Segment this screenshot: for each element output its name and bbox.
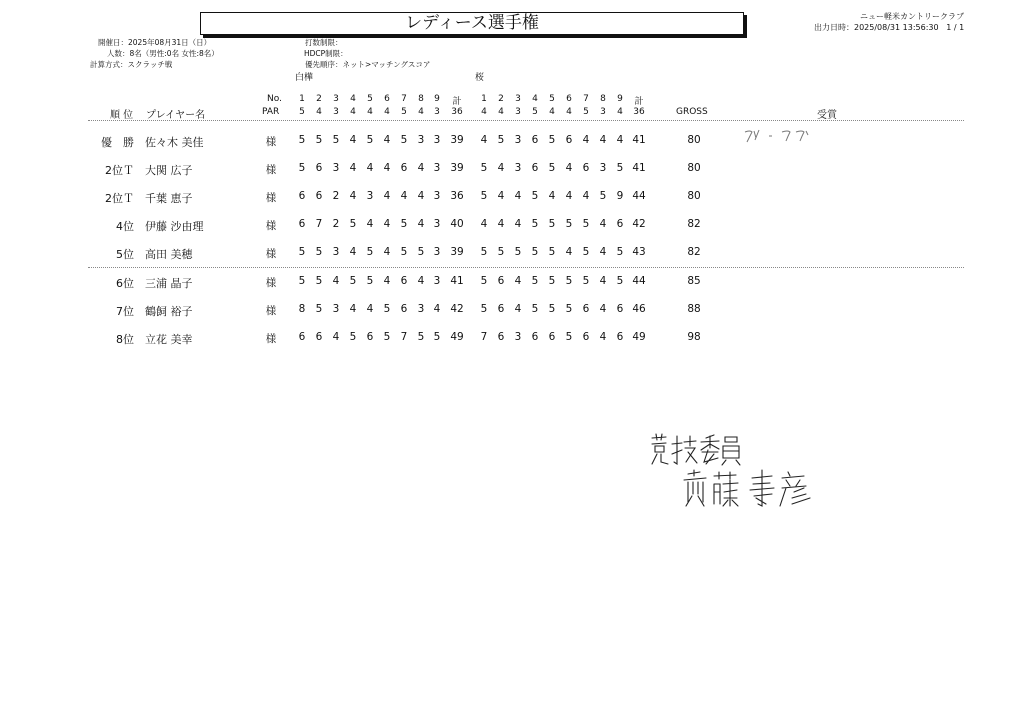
meta-method-label: 計算方式：	[90, 60, 128, 69]
meta-hdcp-limit	[304, 48, 348, 59]
player-honorific: 様	[265, 333, 277, 345]
par-out-value: 4	[350, 107, 356, 117]
score-out: 8	[298, 303, 306, 315]
score-in: 4	[497, 218, 505, 230]
score-out: 6	[315, 162, 323, 174]
score-in: 6	[616, 218, 624, 230]
score-in: 4	[565, 246, 573, 258]
score-gross: 85	[687, 275, 701, 287]
par-out-value: 3	[333, 107, 339, 117]
par-in-value: 5	[532, 107, 538, 117]
hole-number-out: 1	[299, 94, 305, 104]
score-out: 5	[383, 303, 391, 315]
score-out: 4	[366, 162, 374, 174]
score-in: 6	[565, 134, 573, 146]
score-in: 6	[531, 331, 539, 343]
meta-hdcp-limit-label: HDCP制限：	[304, 49, 348, 58]
score-gross: 88	[687, 303, 701, 315]
score-in: 5	[531, 246, 539, 258]
score-in: 4	[582, 134, 590, 146]
score-gross: 80	[687, 190, 701, 202]
score-in: 5	[480, 162, 488, 174]
player-rank: 2位Ｔ	[105, 164, 134, 177]
score-out: 5	[315, 246, 323, 258]
hole-number-in: 9	[617, 94, 623, 104]
meta-priority-value: ネット>マッチングスコア	[342, 60, 431, 69]
score-out: 5	[400, 218, 408, 230]
score-out: 4	[349, 303, 357, 315]
score-in: 4	[599, 246, 607, 258]
score-in: 4	[599, 303, 607, 315]
score-in: 5	[565, 218, 573, 230]
score-in: 5	[616, 275, 624, 287]
header-divider	[88, 120, 964, 121]
score-out: 5	[315, 134, 323, 146]
player-honorific: 様	[265, 220, 277, 232]
score-out: 5	[332, 134, 340, 146]
score-out: 4	[417, 162, 425, 174]
section-divider	[88, 267, 964, 268]
hole-number-in: 2	[498, 94, 504, 104]
hole-number-out: 7	[401, 94, 407, 104]
score-in-total: 44	[632, 275, 646, 287]
score-out-total: 39	[450, 162, 464, 174]
score-in: 4	[565, 190, 573, 202]
header-name: プレイヤー名	[146, 110, 206, 121]
header-gross: GROSS	[676, 107, 708, 117]
score-out-total: 49	[450, 331, 464, 343]
score-out: 6	[298, 331, 306, 343]
score-out: 4	[433, 303, 441, 315]
meta-priority	[305, 59, 430, 70]
output-timestamp	[814, 22, 964, 33]
par-out-value: 5	[299, 107, 305, 117]
player-name: 千葉 恵子	[145, 192, 193, 205]
score-in: 4	[599, 218, 607, 230]
hole-number-out: 8	[418, 94, 424, 104]
par-out-value: 4	[316, 107, 322, 117]
par-in-value: 4	[498, 107, 504, 117]
score-gross: 80	[687, 162, 701, 174]
par-in-value: 3	[515, 107, 521, 117]
player-rank: 4位	[116, 220, 134, 233]
score-in: 3	[599, 162, 607, 174]
score-in-total: 41	[632, 134, 646, 146]
player-name: 佐々木 美佳	[145, 136, 204, 149]
score-out: 4	[383, 190, 391, 202]
score-in: 5	[548, 275, 556, 287]
score-in: 5	[616, 162, 624, 174]
meta-date-value: 2025年08月31日（日）	[128, 38, 212, 47]
score-in: 6	[497, 331, 505, 343]
score-in: 3	[514, 134, 522, 146]
score-in: 5	[480, 303, 488, 315]
score-out: 5	[315, 275, 323, 287]
player-rank: 5位	[116, 248, 134, 261]
score-out: 4	[383, 275, 391, 287]
score-in: 4	[565, 162, 573, 174]
par-in-value: 4	[481, 107, 487, 117]
score-out: 4	[366, 218, 374, 230]
score-in: 4	[514, 218, 522, 230]
score-out: 5	[298, 162, 306, 174]
score-out: 6	[298, 190, 306, 202]
score-out: 3	[433, 218, 441, 230]
score-out: 4	[349, 190, 357, 202]
hole-number-out: 4	[350, 94, 356, 104]
par-out-value: 4	[367, 107, 373, 117]
score-out: 3	[433, 162, 441, 174]
handwritten-note	[742, 126, 818, 146]
score-in: 5	[582, 246, 590, 258]
meta-priority-label: 優先順序：	[305, 60, 343, 69]
score-in: 5	[497, 134, 505, 146]
score-in: 6	[531, 162, 539, 174]
score-out: 5	[349, 275, 357, 287]
score-gross: 80	[687, 134, 701, 146]
meta-method	[90, 59, 172, 70]
score-in: 4	[497, 162, 505, 174]
player-rank: 7位	[116, 305, 134, 318]
player-honorific: 様	[265, 192, 277, 204]
score-out: 4	[332, 331, 340, 343]
score-out: 6	[315, 190, 323, 202]
score-in: 3	[514, 331, 522, 343]
score-in: 5	[531, 218, 539, 230]
score-in: 4	[497, 190, 505, 202]
score-in: 6	[616, 331, 624, 343]
header-par: PAR	[262, 107, 280, 117]
committee-signature	[648, 432, 818, 510]
score-out: 2	[332, 190, 340, 202]
meta-stroke-limit	[305, 37, 343, 48]
player-honorific: 様	[265, 277, 277, 289]
score-out: 3	[366, 190, 374, 202]
score-out: 6	[315, 331, 323, 343]
hole-number-in: 4	[532, 94, 538, 104]
score-out: 5	[417, 246, 425, 258]
par-in-total: 36	[633, 107, 645, 117]
score-out: 3	[433, 275, 441, 287]
score-in-total: 42	[632, 218, 646, 230]
score-in: 4	[480, 218, 488, 230]
player-honorific: 様	[265, 305, 277, 317]
score-out: 5	[400, 134, 408, 146]
score-gross: 82	[687, 218, 701, 230]
score-in: 5	[616, 246, 624, 258]
score-out: 4	[400, 190, 408, 202]
document-title	[200, 12, 744, 35]
score-out: 6	[400, 275, 408, 287]
score-in: 6	[582, 162, 590, 174]
score-out: 5	[349, 218, 357, 230]
header-out-total: 計	[452, 97, 462, 107]
score-out: 5	[366, 134, 374, 146]
score-out: 6	[366, 331, 374, 343]
player-name: 立花 美幸	[145, 333, 193, 346]
club-name: ニュー軽米カントリークラブ	[860, 12, 964, 21]
score-out-total: 42	[450, 303, 464, 315]
score-out: 4	[417, 190, 425, 202]
meta-people	[107, 48, 219, 59]
hole-number-out: 6	[384, 94, 390, 104]
score-in: 4	[480, 134, 488, 146]
par-out-value: 3	[434, 107, 440, 117]
score-in-total: 43	[632, 246, 646, 258]
score-out: 4	[349, 162, 357, 174]
score-out: 4	[383, 162, 391, 174]
hole-number-in: 8	[600, 94, 606, 104]
score-in: 4	[514, 190, 522, 202]
hole-number-out: 9	[434, 94, 440, 104]
score-in: 5	[480, 275, 488, 287]
player-rank: 6位	[116, 277, 134, 290]
score-out: 5	[433, 331, 441, 343]
score-in: 5	[548, 218, 556, 230]
score-in: 4	[548, 190, 556, 202]
score-out: 5	[298, 134, 306, 146]
player-rank: 8位	[116, 333, 134, 346]
score-in: 5	[565, 331, 573, 343]
score-in: 4	[582, 190, 590, 202]
course-out-name: 白樺	[295, 73, 314, 83]
score-out: 3	[332, 303, 340, 315]
score-in: 3	[514, 162, 522, 174]
score-in: 4	[514, 303, 522, 315]
score-out: 5	[315, 303, 323, 315]
score-out: 7	[400, 331, 408, 343]
score-gross: 98	[687, 331, 701, 343]
hole-number-in: 3	[515, 94, 521, 104]
score-out: 5	[366, 275, 374, 287]
score-out: 4	[383, 246, 391, 258]
player-rank: 2位Ｔ	[105, 192, 134, 205]
score-out: 2	[332, 218, 340, 230]
score-out: 4	[383, 218, 391, 230]
par-out-value: 5	[401, 107, 407, 117]
score-in-total: 44	[632, 190, 646, 202]
player-name: 三浦 晶子	[145, 277, 193, 290]
par-in-value: 4	[549, 107, 555, 117]
header-in-total: 計	[634, 97, 644, 107]
score-in: 5	[531, 190, 539, 202]
score-in: 6	[616, 303, 624, 315]
score-in: 5	[514, 246, 522, 258]
score-out: 4	[349, 246, 357, 258]
score-in: 6	[582, 303, 590, 315]
score-out: 7	[315, 218, 323, 230]
score-in: 5	[582, 275, 590, 287]
par-out-value: 4	[418, 107, 424, 117]
score-out: 5	[383, 331, 391, 343]
score-in: 5	[582, 218, 590, 230]
score-out-total: 39	[450, 134, 464, 146]
course-in-name: 桜	[475, 73, 485, 83]
meta-date-label: 開催日：	[98, 38, 128, 47]
score-in: 6	[497, 275, 505, 287]
score-out: 3	[332, 246, 340, 258]
score-in: 5	[497, 246, 505, 258]
hole-number-in: 1	[481, 94, 487, 104]
meta-people-label: 人数：	[107, 49, 130, 58]
title-text: レディース選手権	[405, 13, 539, 33]
score-out: 5	[417, 331, 425, 343]
player-name: 鶴飼 裕子	[145, 305, 193, 318]
hole-number-in: 7	[583, 94, 589, 104]
score-in: 9	[616, 190, 624, 202]
score-out: 5	[366, 246, 374, 258]
player-name: 伊藤 沙由理	[145, 220, 204, 233]
score-in: 6	[548, 331, 556, 343]
header-rank: 順 位	[110, 110, 134, 121]
score-in: 6	[531, 134, 539, 146]
score-out: 4	[417, 275, 425, 287]
score-in: 5	[548, 134, 556, 146]
meta-people-value: 8名（男性:0名 女性:8名）	[129, 49, 219, 58]
score-out: 4	[366, 303, 374, 315]
score-out-total: 36	[450, 190, 464, 202]
score-in: 5	[548, 246, 556, 258]
score-out: 4	[417, 218, 425, 230]
score-out: 4	[383, 134, 391, 146]
par-out-value: 4	[384, 107, 390, 117]
score-in: 5	[599, 190, 607, 202]
score-in: 5	[531, 303, 539, 315]
score-in: 4	[514, 275, 522, 287]
score-out: 3	[417, 134, 425, 146]
hole-number-in: 5	[549, 94, 555, 104]
header-no: No.	[267, 94, 282, 104]
score-in: 4	[599, 134, 607, 146]
meta-date	[98, 37, 211, 48]
score-in: 4	[616, 134, 624, 146]
hole-number-out: 3	[333, 94, 339, 104]
score-out: 4	[349, 134, 357, 146]
score-out: 6	[298, 218, 306, 230]
page-number: 1 / 1	[946, 23, 965, 32]
score-in: 7	[480, 331, 488, 343]
score-in: 6	[582, 331, 590, 343]
par-in-value: 3	[600, 107, 606, 117]
score-in: 4	[599, 331, 607, 343]
score-out: 5	[400, 246, 408, 258]
score-in: 5	[531, 275, 539, 287]
par-in-value: 4	[617, 107, 623, 117]
hole-number-out: 2	[316, 94, 322, 104]
score-out: 3	[433, 246, 441, 258]
meta-method-value: スクラッチ戦	[127, 60, 173, 69]
score-out: 5	[298, 275, 306, 287]
player-name: 高田 美穂	[145, 248, 193, 261]
score-out: 3	[417, 303, 425, 315]
score-in: 5	[548, 303, 556, 315]
score-in: 5	[480, 246, 488, 258]
hole-number-in: 6	[566, 94, 572, 104]
player-name: 大関 広子	[145, 164, 193, 177]
score-in: 5	[565, 303, 573, 315]
score-out: 6	[400, 162, 408, 174]
score-out: 6	[400, 303, 408, 315]
player-honorific: 様	[265, 136, 277, 148]
par-in-value: 4	[566, 107, 572, 117]
par-out-total: 36	[451, 107, 463, 117]
score-out-total: 39	[450, 246, 464, 258]
score-in: 5	[565, 275, 573, 287]
header-award: 受賞	[817, 110, 837, 121]
score-out: 4	[332, 275, 340, 287]
score-out: 3	[433, 134, 441, 146]
meta-stroke-limit-label: 打数制限：	[305, 38, 343, 47]
score-in: 4	[599, 275, 607, 287]
score-out: 5	[349, 331, 357, 343]
score-out: 3	[433, 190, 441, 202]
score-out-total: 40	[450, 218, 464, 230]
score-gross: 82	[687, 246, 701, 258]
par-in-value: 5	[583, 107, 589, 117]
player-honorific: 様	[265, 248, 277, 260]
player-honorific: 様	[265, 164, 277, 176]
score-out: 5	[298, 246, 306, 258]
player-rank: 優 勝	[101, 136, 134, 149]
score-in-total: 46	[632, 303, 646, 315]
score-in: 6	[497, 303, 505, 315]
score-out: 3	[332, 162, 340, 174]
score-in: 5	[548, 162, 556, 174]
hole-number-out: 5	[367, 94, 373, 104]
output-label: 出力日時：2025/08/31 13:56:30	[814, 23, 939, 32]
score-in: 5	[480, 190, 488, 202]
score-in-total: 41	[632, 162, 646, 174]
score-in-total: 49	[632, 331, 646, 343]
score-out-total: 41	[450, 275, 464, 287]
